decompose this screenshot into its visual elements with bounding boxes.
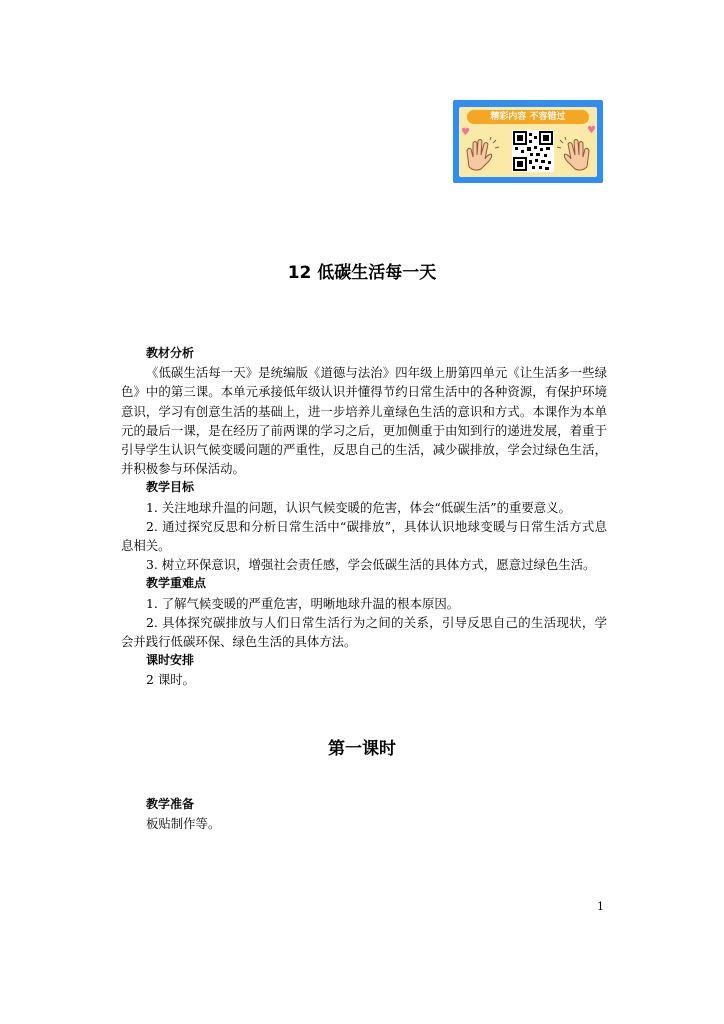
section-heading-key-points: 教学重难点 bbox=[146, 576, 207, 591]
promo-banner-panel bbox=[459, 107, 597, 177]
heart-icon: ♥ bbox=[587, 125, 596, 136]
page-number: 1 bbox=[597, 900, 604, 913]
lesson-one-title: 第一课时 bbox=[328, 739, 396, 759]
goal-item: 2. 通过探究反思和分析日常生活中“碳排放”，具体认识地球变暖与日常生活方式息息相关。 bbox=[121, 518, 607, 554]
promo-banner-label: 精彩内容 不容错过 bbox=[467, 110, 589, 124]
clapping-hands-icon bbox=[463, 137, 501, 173]
qr-code-image[interactable] bbox=[512, 130, 554, 172]
section-heading-prep: 教学准备 bbox=[146, 797, 195, 811]
promo-banner[interactable] bbox=[453, 100, 603, 183]
key-point-item: 1. 了解气候变暖的严重危害，明晰地球升温的根本原因。 bbox=[146, 595, 460, 611]
section-heading-analysis: 教材分析 bbox=[146, 346, 195, 360]
prep-text: 板贴制作等。 bbox=[146, 816, 221, 832]
goal-item: 1. 关注地球升温的问题，认识气候变暖的危害，体会“低碳生活”的重要意义。 bbox=[146, 499, 571, 515]
goal-item: 3. 树立环保意识，增强社会责任感，学会低碳生活的具体方式，愿意过绿色生活。 bbox=[146, 557, 596, 573]
heart-icon: ♥ bbox=[461, 127, 470, 138]
page-title: 12 低碳生活每一天 bbox=[287, 263, 437, 283]
section-heading-schedule: 课时安排 bbox=[146, 653, 195, 668]
analysis-paragraph: 《低碳生活每一天》是统编版《道德与法治》四年级上册第四单元《让生活多一些绿色》中的第三课。本单元承接低年级认识并懂得节约日常生活中的各种资源，有保护环境意识，学习有创意生活的基础上，进一步培养儿童绿色生活的意识和方式。本课作为本单元的最后一课，是在经历了前两课的学习之后，更加侧重于由知到行的递进发展，着重于引导学生认识气候变暖问题的严重性，反思自己的生活，减少碳排放，学会过绿色生活，并积极参与环保活动。 bbox=[121, 365, 607, 477]
schedule-text: 2 课时。 bbox=[146, 672, 195, 688]
section-heading-goals: 教学目标 bbox=[146, 480, 195, 495]
lesson-one-prep bbox=[121, 795, 607, 833]
lesson-plan-body bbox=[121, 344, 607, 690]
clapping-hands-icon bbox=[555, 137, 593, 173]
key-point-item: 2. 具体探究碳排放与人们日常生活行为之间的关系，引导反思自己的生活现状，学会并践行低碳环保、绿色生活的具体方法。 bbox=[121, 614, 607, 650]
